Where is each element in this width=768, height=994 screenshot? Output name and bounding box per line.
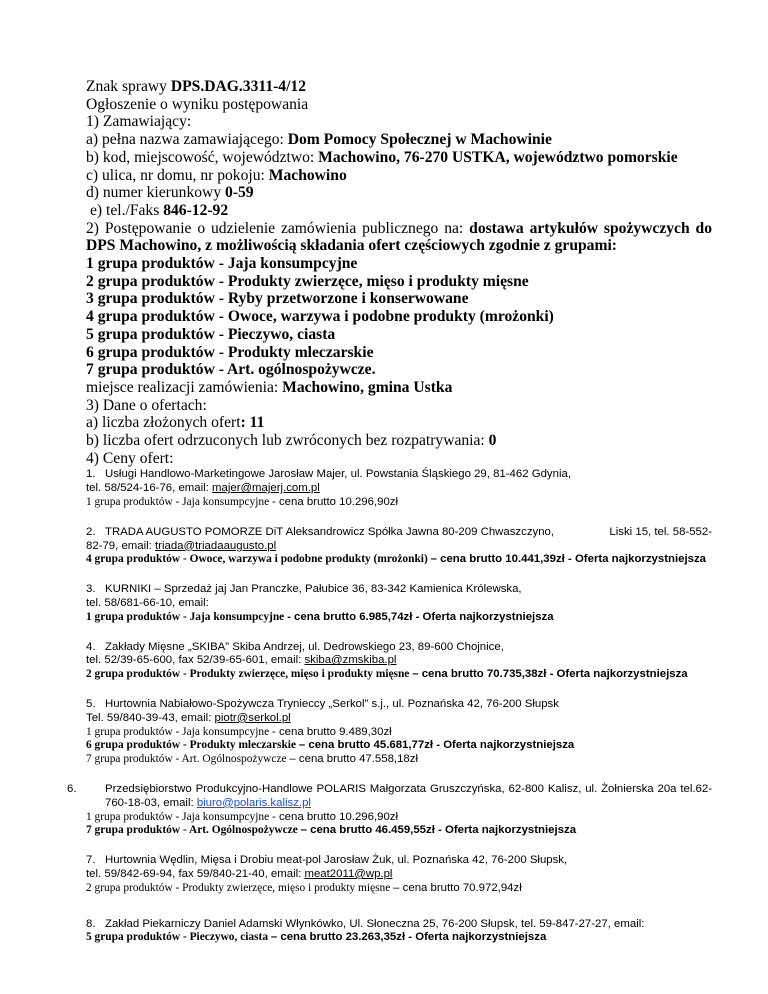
offer-1-price: 1 grupa produktów - Jaja konsumpcyjne - cena brutto 10.296,90zł — [86, 496, 399, 509]
place-of-realization: miejsce realizacji zamówienia: Machowino, gmina Ustka — [86, 378, 453, 396]
group-6: 6 grupa produktów - Produkty mleczarskie — [86, 343, 374, 361]
group-1: 1 grupa produktów - Jaja konsumpcyjne — [86, 255, 358, 273]
section-4: 4) Ceny ofert: — [86, 449, 174, 467]
announcement-title: Ogłoszenie o wyniku postępowania — [86, 95, 309, 113]
offer-7-email-link[interactable]: meat2011@wp.pl — [304, 868, 393, 880]
group-4: 4 grupa produktów - Owoce, warzywa i podobne produkty (mrożonki) — [86, 308, 554, 326]
offer-1-email-link[interactable]: majer@majerj.com.pl — [212, 482, 320, 495]
offer-2-line1: 2. TRADA AUGUSTO POMORZE DiT Aleksandrowicz Spółka Jawna 80-209 Chwaszczyno, Liski 15, tel. 58-552- — [86, 525, 712, 538]
field-a: a) pełna nazwa zamawiającego: Dom Pomocy Społecznej w Machowinie — [86, 131, 552, 149]
offer-7-price: 2 grupa produktów - Produkty zwierzęce, mięso i produkty mięsne – cena brutto 70.972,94zł — [86, 881, 522, 894]
offer-7-line1: 7. Hurtownia Wędlin, Mięsa i Drobiu meat-pol Jarosław Żuk, ul. Poznańska 42, 76-200 Słupsk, — [86, 854, 568, 867]
offer-4-price: 2 grupa produktów - Produkty zwierzęce, mięso i produkty mięsne – cena brutto 70.735,38zł - Oferta najkorzystniejsza — [86, 668, 688, 681]
offer-1-line2: tel. 58/524-16-76, email: majer@majerj.com.pl — [86, 482, 320, 495]
offer-7 — [86, 854, 712, 895]
offer-8 — [86, 918, 712, 946]
offer-2-price: 4 grupa produktów - Owoce, warzywa i podobne produkty (mrożonki) – cena brutto 10.441,39zł - Oferta najkorzystniejsza — [86, 553, 706, 566]
offer-2-line2: 82-79, email: triada@triadaaugusto.pl — [86, 539, 277, 552]
offer-1 — [86, 468, 712, 509]
offer-5-price-2: 6 grupa produktów - Produkty mleczarskie – cena brutto 45.681,77zł - Oferta najkorzystniejsza — [86, 739, 575, 752]
offers-submitted: a) liczba złożonych ofert: 11 — [86, 414, 265, 432]
offer-6-line1: 6. Przedsiębiorstwo Produkcyjno-Handlowe POLARIS Małgorzata Gruszczyńska, 62-800 Kalisz, ul. Żołnierska 20a tel.62-760-18-03, email: biuro@polaris.kalisz.pl — [67, 783, 712, 809]
offer-6-price-2: 7 grupa produktów - Art. Ogólnospożywcze – cena brutto 46.459,55zł - Oferta najkorzystniejsza — [86, 824, 577, 837]
offer-5-price-1: 1 grupa produktów - Jaja konsumpcyjne - cena brutto 9.489,30zł — [86, 725, 392, 738]
group-3: 3 grupa produktów - Ryby przetworzone i konserwowane — [86, 290, 469, 308]
field-b: b) kod, miejscowość, województwo: Machowino, 76-270 USTKA, województwo pomorskie — [86, 148, 678, 166]
offer-4-line1: 4. Zakłady Mięsne „SKIBA” Skiba Andrzej, ul. Dedrowskiego 23, 89-600 Chojnice, — [86, 640, 504, 653]
offer-5-line2: Tel. 59/840-39-43, email: piotr@serkol.pl — [86, 711, 291, 724]
offer-5-email-link[interactable]: piotr@serkol.pl — [214, 711, 291, 724]
field-e: e) tel./Faks 846-12-92 — [90, 201, 229, 219]
offer-2-email-link[interactable]: triada@triadaaugusto.pl — [155, 539, 277, 552]
offer-6-price-1: 1 grupa produktów - Jaja konsumpcyjne - cena brutto 10.296,90zł — [86, 810, 399, 823]
offer-7-line2: tel. 59/842-69-94, fax 59/840-21-40, email: meat2011@wp.pl — [86, 868, 393, 880]
group-2: 2 grupa produktów - Produkty zwierzęce, mięso i produkty mięsne — [86, 272, 529, 290]
field-d: d) numer kierunkowy 0-59 — [86, 184, 254, 202]
offer-8-line1: 8. Zakład Piekarniczy Daniel Adamski Włynkówko, Ul. Słoneczna 25, 76-200 Słupsk, tel. 59-847-27-27, email: — [86, 917, 645, 930]
group-7: 7 grupa produktów - Art. ogólnospożywcze. — [86, 361, 376, 379]
offer-5 — [86, 698, 712, 767]
offer-4-line2: tel. 52/39-65-600, fax 52/39-65-601, email: skiba@zmskiba.pl — [86, 654, 397, 667]
case-number: Znak sprawy DPS.DAG.3311-4/12 — [86, 78, 307, 95]
group-5: 5 grupa produktów - Pieczywo, ciasta — [86, 325, 336, 343]
section-2: 2) Postępowanie o udzielenie zamówienia publicznego na: dostawa artykułów spożywczych do DPS Machowino, z możliwością składania ofert częściowych zgodnie z grupami: — [86, 219, 712, 255]
offer-4-email-link[interactable]: skiba@zmskiba.pl — [304, 654, 397, 667]
offer-5-price-3: 7 grupa produktów - Art. Ogólnospożywcze – cena brutto 47.558,18zł — [86, 753, 418, 766]
offer-2 — [86, 526, 712, 567]
offer-6 — [67, 783, 712, 838]
offer-6-email-link[interactable]: biuro@polaris.kalisz.pl — [196, 796, 311, 809]
header-section — [86, 78, 712, 467]
field-c: c) ulica, nr domu, nr pokoju: Machowino — [86, 166, 347, 184]
offer-3-price: 1 grupa produktów - Jaja konsumpcyjne - cena brutto 6.985,74zł - Oferta najkorzystniejsza — [86, 610, 554, 623]
offer-3-line2: tel. 58/681-66-10, email: — [86, 597, 209, 610]
offer-4 — [86, 641, 712, 682]
document — [67, 78, 712, 945]
section-1: 1) Zamawiający: — [86, 113, 192, 131]
offer-1-line1: 1. Usługi Handlowo-Marketingowe Jarosław Majer, ul. Powstania Śląskiego 29, 81-462 Gdynia, — [86, 468, 571, 481]
offer-3 — [86, 583, 712, 624]
section-3: 3) Dane o ofertach: — [86, 396, 207, 414]
offer-3-line1: 3. KURNIKI – Sprzedaż jaj Jan Pranczke, Pałubice 36, 83-342 Kamienica Królewska, — [86, 583, 522, 596]
offer-8-price: 5 grupa produktów - Pieczywo, ciasta – cena brutto 23.263,35zł - Oferta najkorzystniejsza — [86, 931, 547, 944]
offer-5-line1: 5. Hurtownia Nabiałowo-Spożywcza Trynieccy „Serkol” s.j., ul. Poznańska 42, 76-200 Słupsk — [86, 698, 559, 711]
offers-rejected: b) liczba ofert odrzuconych lub zwróconych bez rozpatrywania: 0 — [86, 432, 497, 450]
